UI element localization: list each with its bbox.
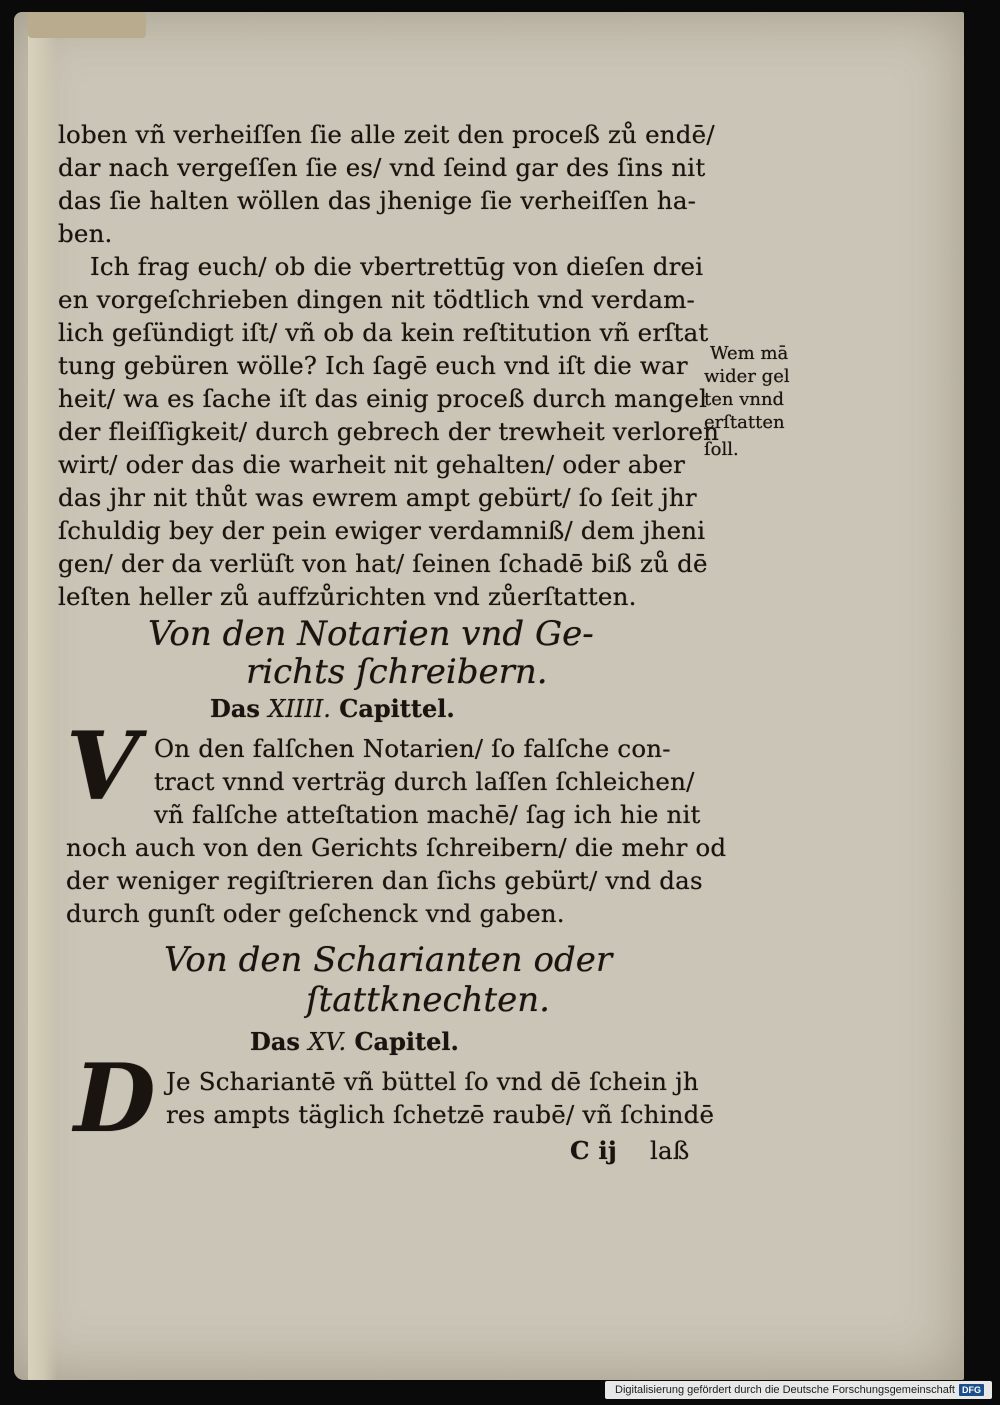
text-line: leſten heller zů auffzůrichten vnd zůerſtatten.: [58, 582, 637, 611]
section-heading: Von den Scharianten oder: [164, 940, 613, 980]
text-line: wirt/ oder das die warheit nit gehalten/ oder aber: [58, 450, 686, 479]
chapter-suffix: Capittel.: [339, 694, 455, 723]
text-line: lich geſündigt iſt/ vñ ob da kein reſtitution vñ erſtat: [58, 318, 709, 347]
text-line: der fleiſſigkeit/ durch gebrech der trewheit verloren: [58, 417, 720, 446]
text-line: dar nach vergeſſen ſie es/ vnd ſeind gar des ſins nit: [58, 153, 706, 182]
text-line: Ich frag euch/ ob die vbertrettūg von dieſen drei: [90, 252, 704, 281]
text-line: das ſie halten wöllen das jhenige ſie verheiſſen ha-: [58, 186, 697, 215]
chapter-suffix: Capitel.: [354, 1027, 459, 1056]
chapter-label: [250, 1027, 459, 1056]
margin-note-line: ten vnnd: [704, 389, 785, 410]
section-heading: richts ſchreibern.: [246, 652, 548, 692]
decorated-initial: D: [74, 1044, 156, 1154]
decorated-initial: V: [66, 712, 139, 822]
text-line: tract vnnd verträg durch laſſen ſchleichen/: [154, 767, 695, 796]
margin-note-line: ſoll.: [704, 439, 739, 460]
text-line: gen/ der da verlüſt von hat/ ſeinen ſchadē biß zů dē: [58, 549, 708, 578]
page-tab-strip: [28, 12, 146, 38]
text-line: ben.: [58, 219, 113, 248]
text-line: en vorgeſchrieben dingen nit tödtlich vnd verdam-: [58, 285, 696, 314]
margin-note-line: erſtatten: [704, 412, 785, 433]
chapter-number: XIIII.: [268, 695, 331, 723]
text-line: vñ falſche atteſtation machē/ ſag ich hie nit: [154, 800, 701, 829]
digitization-credit: [605, 1381, 992, 1399]
section-heading: Von den Notarien vnd Ge-: [148, 614, 594, 654]
text-line: durch gunſt oder geſchenck vnd gaben.: [66, 899, 565, 928]
text-line: ſchuldig bey der pein ewiger verdamniß/ dem jheni: [58, 516, 706, 545]
text-line: loben vñ verheiſſen ſie alle zeit den proceß zů endē/: [58, 120, 715, 149]
chapter-prefix: Das: [250, 1027, 300, 1056]
text-line: der weniger regiſtrieren dan ſichs gebürt/ vnd das: [66, 866, 703, 895]
catchword: laß: [650, 1136, 690, 1165]
section-heading: ſtattknechten.: [306, 980, 550, 1020]
margin-note-line: Wem mā: [710, 343, 789, 364]
dfg-logo-icon: DFG: [959, 1384, 984, 1396]
text-line: noch auch von den Gerichts ſchreibern/ die mehr od: [66, 833, 727, 862]
text-line: tung gebüren wölle? Ich ſagē euch vnd iſt die war: [58, 351, 688, 380]
book-page: [14, 12, 964, 1380]
text-line: Je Schariantē vñ büttel ſo vnd dē ſchein jh: [166, 1067, 699, 1096]
credit-text: Digitalisierung gefördert durch die Deutsche Forschungsgemeinschaft: [615, 1384, 955, 1396]
text-line: On den falſchen Notarien/ ſo falſche con-: [154, 734, 671, 763]
page-binding-edge: [28, 32, 58, 1380]
chapter-number: XV.: [308, 1028, 347, 1056]
signature-mark: C ij: [570, 1136, 618, 1165]
margin-note-line: wider gel: [704, 366, 790, 387]
chapter-prefix: Das: [210, 694, 260, 723]
text-line: heit/ wa es ſache iſt das einig proceß durch mangel: [58, 384, 708, 413]
text-line: das jhr nit thůt was ewrem ampt gebürt/ ſo ſeit jhr: [58, 483, 697, 512]
chapter-label: [210, 694, 455, 723]
text-line: res ampts täglich ſchetzē raubē/ vñ ſchindē: [166, 1100, 715, 1129]
